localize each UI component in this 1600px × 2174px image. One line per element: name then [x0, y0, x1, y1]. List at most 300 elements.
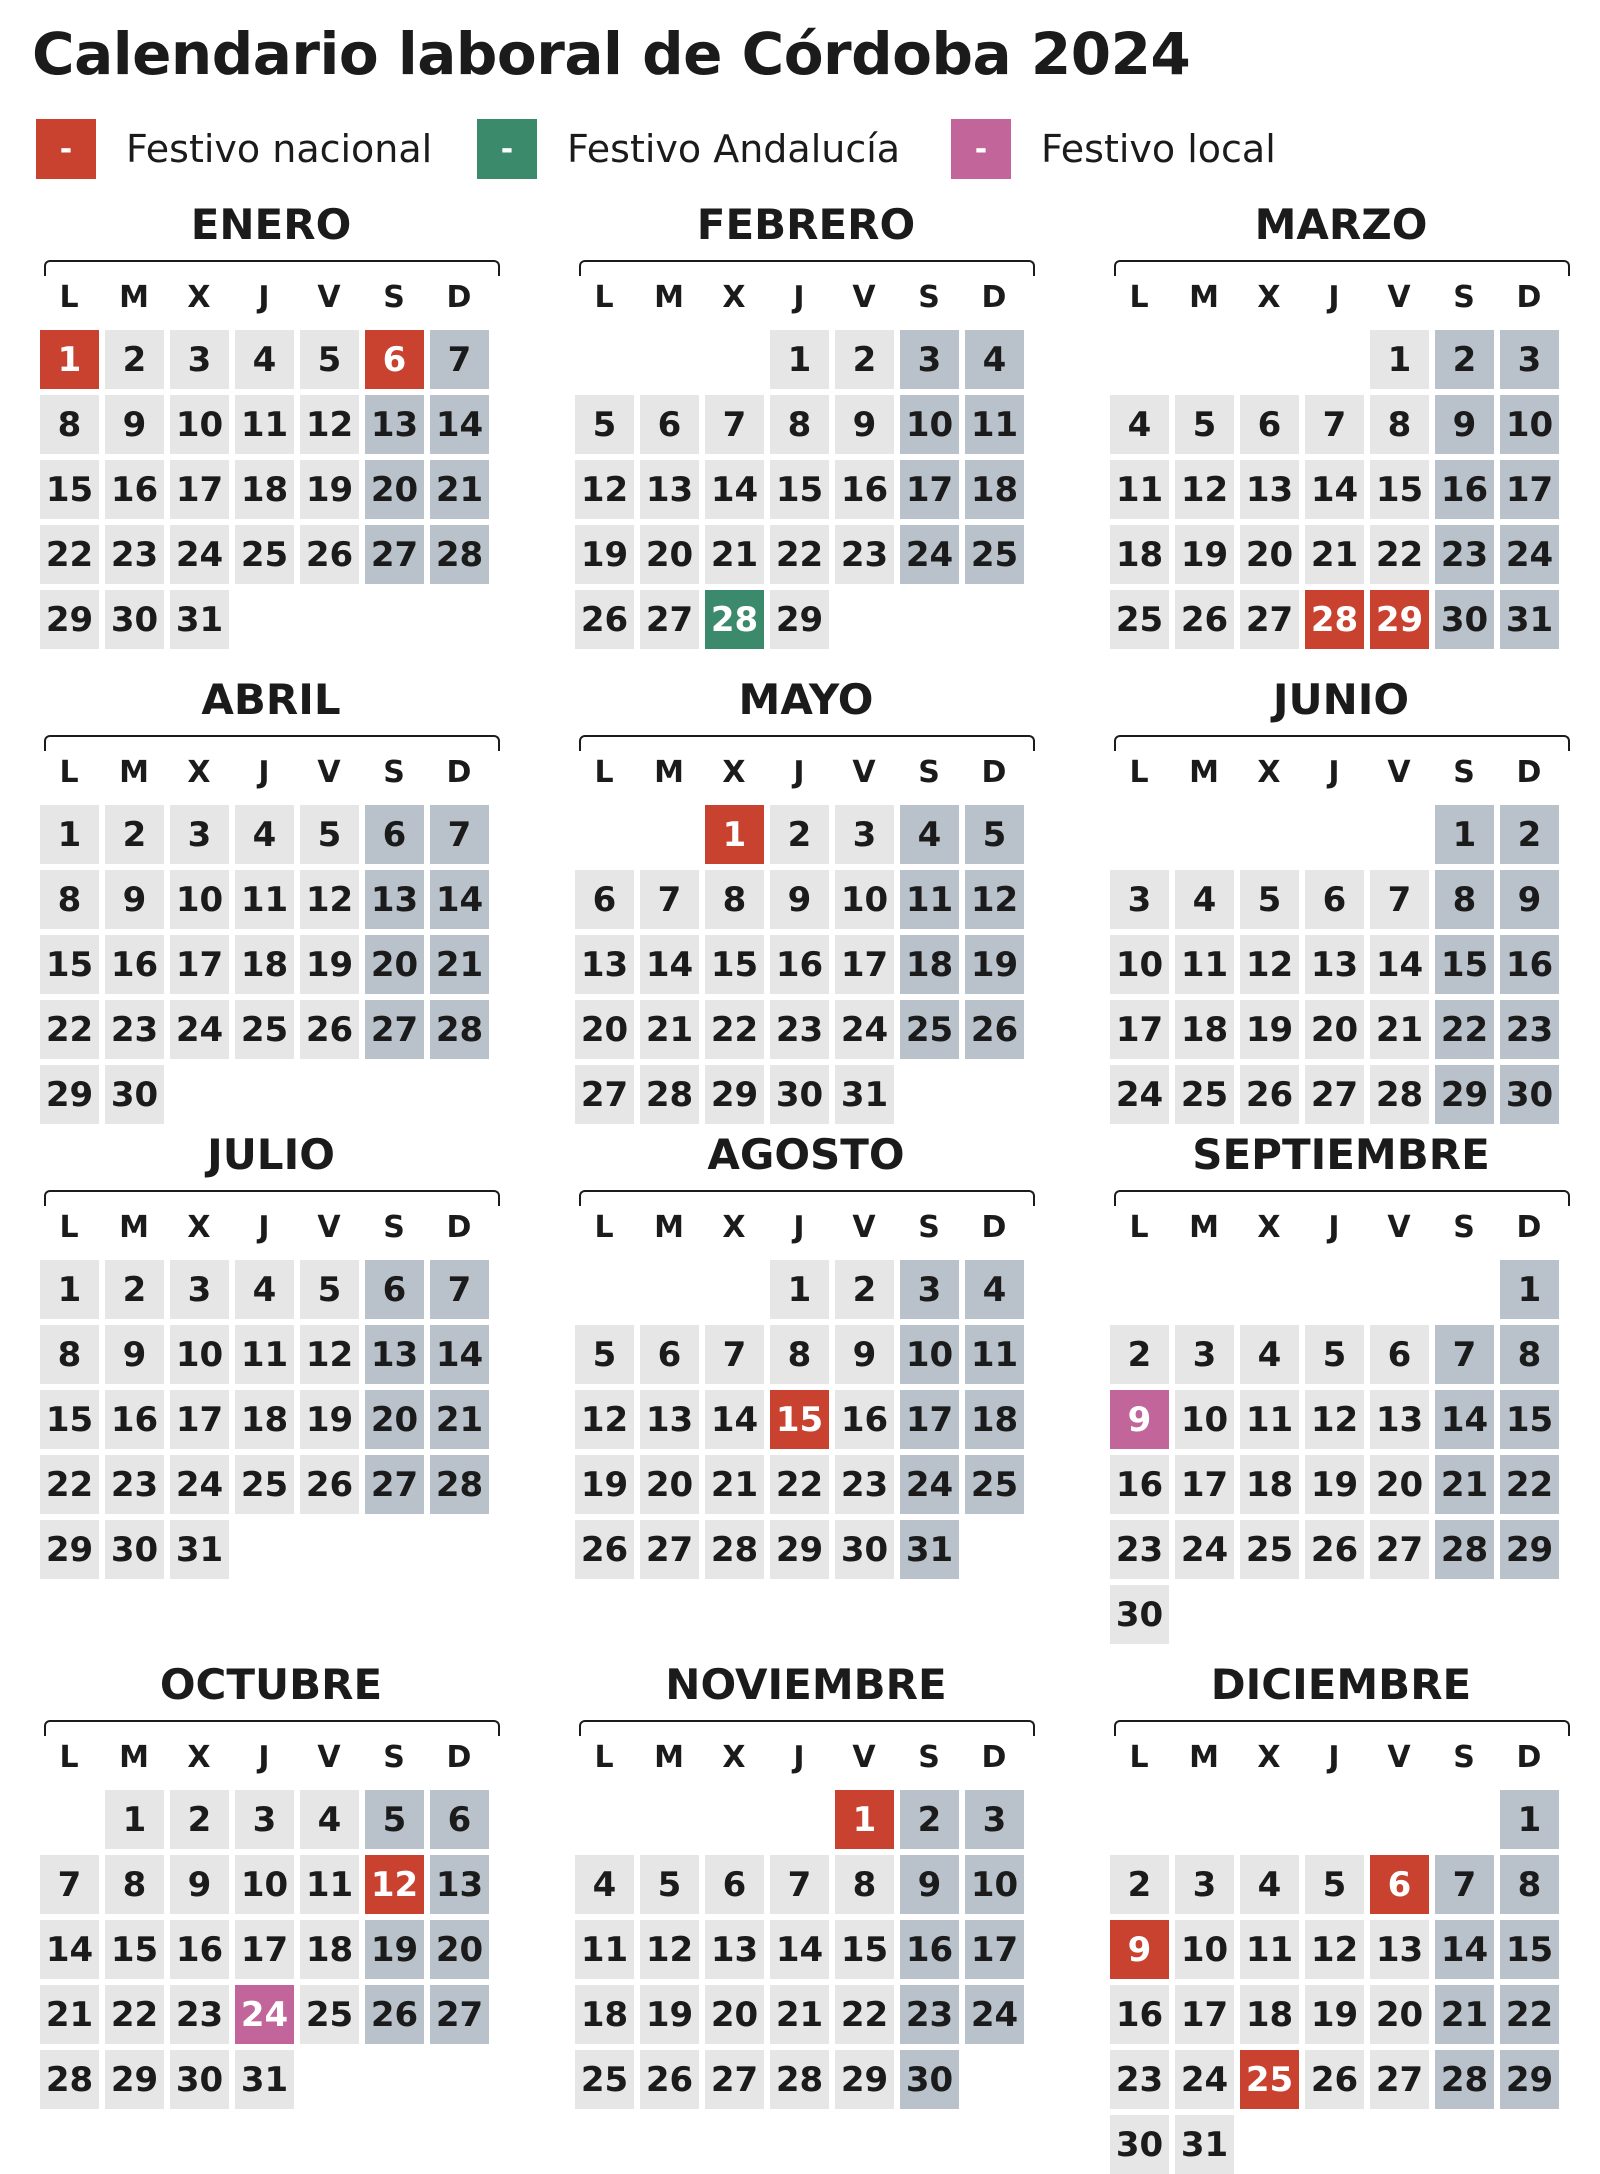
month-divider	[44, 260, 500, 276]
day-cell: 22	[1500, 1985, 1559, 2044]
weekday-header: S	[918, 280, 940, 315]
day-cell: 8	[1500, 1855, 1559, 1914]
day-cell: 17	[900, 1390, 959, 1449]
day-cell: 6	[365, 1260, 424, 1319]
day-cell: 10	[1110, 935, 1169, 994]
day-cell: 15	[1500, 1920, 1559, 1979]
month-divider	[1114, 735, 1570, 751]
day-cell: 29	[40, 1520, 99, 1579]
month-name: MARZO	[1254, 200, 1428, 249]
weekday-header: D	[446, 1210, 472, 1245]
day-cell: 4	[900, 805, 959, 864]
month-divider	[1114, 1190, 1570, 1206]
day-cell: 30	[900, 2050, 959, 2109]
day-cell: 14	[705, 1390, 764, 1449]
month-divider	[44, 1720, 500, 1736]
day-cell: 19	[640, 1985, 699, 2044]
day-cell: 9	[170, 1855, 229, 1914]
day-cell: 4	[235, 330, 294, 389]
day-cell: 27	[640, 1520, 699, 1579]
weekday-header: M	[1189, 1210, 1219, 1245]
day-cell: 23	[1110, 1520, 1169, 1579]
weekday-header: M	[119, 755, 149, 790]
day-cell: 26	[1305, 1520, 1364, 1579]
day-cell: 1	[1370, 330, 1429, 389]
day-cell: 12	[575, 460, 634, 519]
day-cell: 3	[170, 330, 229, 389]
day-cell: 19	[1240, 1000, 1299, 1059]
day-cell: 7	[640, 870, 699, 929]
day-cell: 13	[705, 1920, 764, 1979]
weekday-header: V	[852, 1210, 876, 1245]
weekday-header: L	[594, 1210, 614, 1245]
weekday-header: L	[59, 1210, 79, 1245]
day-cell: 27	[365, 1455, 424, 1514]
day-cell: 8	[1435, 870, 1494, 929]
day-cell: 28	[430, 1000, 489, 1059]
day-cell: 13	[365, 395, 424, 454]
day-cell: 6	[1240, 395, 1299, 454]
day-cell: 5	[365, 1790, 424, 1849]
day-cell: 13	[430, 1855, 489, 1914]
day-cell: 19	[575, 525, 634, 584]
day-cell: 10	[1500, 395, 1559, 454]
day-cell: 2	[835, 330, 894, 389]
day-cell: 24	[965, 1985, 1024, 2044]
month-noviembre	[575, 1660, 1037, 2120]
weekday-header: J	[793, 755, 805, 790]
weekday-header: X	[722, 1740, 746, 1775]
day-cell: 20	[1305, 1000, 1364, 1059]
weekday-header: X	[187, 755, 211, 790]
day-cell: 26	[575, 590, 634, 649]
day-cell: 11	[235, 870, 294, 929]
weekday-header: J	[1328, 755, 1340, 790]
day-cell: 8	[770, 1325, 829, 1384]
day-cell: 14	[1370, 935, 1429, 994]
day-cell: 3	[1500, 330, 1559, 389]
day-cell: 1	[770, 330, 829, 389]
page-title: Calendario laboral de Córdoba 2024	[32, 20, 1191, 88]
weekday-header: L	[594, 755, 614, 790]
day-cell: 19	[365, 1920, 424, 1979]
month-divider	[1114, 260, 1570, 276]
day-cell: 17	[900, 460, 959, 519]
day-cell: 3	[835, 805, 894, 864]
day-cell: 10	[170, 395, 229, 454]
day-cell: 1	[40, 330, 99, 389]
day-cell: 4	[235, 805, 294, 864]
day-cell: 16	[835, 460, 894, 519]
day-cell: 30	[170, 2050, 229, 2109]
day-cell: 16	[1110, 1985, 1169, 2044]
weekday-header: M	[654, 1210, 684, 1245]
weekday-header: M	[654, 1740, 684, 1775]
day-cell: 16	[105, 935, 164, 994]
day-cell: 5	[1240, 870, 1299, 929]
day-cell: 6	[365, 330, 424, 389]
day-cell: 6	[640, 395, 699, 454]
day-cell: 27	[1305, 1065, 1364, 1124]
day-cell: 29	[1435, 1065, 1494, 1124]
day-cell: 30	[1435, 590, 1494, 649]
weekday-header: J	[258, 755, 270, 790]
day-cell: 19	[1305, 1455, 1364, 1514]
day-cell: 3	[900, 1260, 959, 1319]
day-cell: 25	[235, 1000, 294, 1059]
day-cell: 3	[1175, 1855, 1234, 1914]
day-cell: 30	[835, 1520, 894, 1579]
day-cell: 2	[1110, 1325, 1169, 1384]
day-cell: 31	[235, 2050, 294, 2109]
day-cell: 12	[300, 1325, 359, 1384]
day-cell: 1	[1500, 1790, 1559, 1849]
day-cell: 14	[640, 935, 699, 994]
month-name: SEPTIEMBRE	[1192, 1130, 1490, 1179]
day-cell: 28	[770, 2050, 829, 2109]
day-cell: 13	[1305, 935, 1364, 994]
day-cell: 29	[1500, 1520, 1559, 1579]
day-cell: 11	[235, 1325, 294, 1384]
day-cell: 20	[575, 1000, 634, 1059]
day-cell: 26	[300, 1455, 359, 1514]
day-cell: 18	[235, 1390, 294, 1449]
day-cell: 22	[770, 525, 829, 584]
day-cell: 27	[1370, 2050, 1429, 2109]
weekday-header: S	[918, 1740, 940, 1775]
weekday-header: X	[187, 1740, 211, 1775]
day-cell: 9	[835, 1325, 894, 1384]
day-cell: 13	[365, 870, 424, 929]
weekday-header: V	[317, 280, 341, 315]
day-cell: 15	[705, 935, 764, 994]
weekday-header: X	[1257, 1210, 1281, 1245]
day-cell: 29	[835, 2050, 894, 2109]
day-cell: 6	[1305, 870, 1364, 929]
day-cell: 17	[1500, 460, 1559, 519]
day-cell: 15	[1370, 460, 1429, 519]
day-cell: 2	[1500, 805, 1559, 864]
weekday-header: X	[722, 1210, 746, 1245]
day-cell: 13	[1370, 1390, 1429, 1449]
day-cell: 7	[40, 1855, 99, 1914]
day-cell: 2	[105, 1260, 164, 1319]
day-cell: 11	[1110, 460, 1169, 519]
day-cell: 5	[575, 395, 634, 454]
weekday-header: S	[383, 1210, 405, 1245]
day-cell: 29	[1500, 2050, 1559, 2109]
day-cell: 30	[1500, 1065, 1559, 1124]
day-cell: 16	[1110, 1455, 1169, 1514]
day-cell: 24	[900, 525, 959, 584]
day-cell: 16	[900, 1920, 959, 1979]
day-cell: 23	[1500, 1000, 1559, 1059]
month-marzo	[1110, 200, 1572, 660]
day-cell: 9	[770, 870, 829, 929]
day-cell: 12	[1305, 1920, 1364, 1979]
month-junio	[1110, 675, 1572, 1135]
day-cell: 24	[235, 1985, 294, 2044]
day-cell: 24	[835, 1000, 894, 1059]
day-cell: 9	[835, 395, 894, 454]
day-cell: 8	[40, 1325, 99, 1384]
day-cell: 7	[705, 395, 764, 454]
day-cell: 14	[1305, 460, 1364, 519]
weekday-header: M	[119, 1210, 149, 1245]
weekday-header: D	[446, 755, 472, 790]
day-cell: 20	[705, 1985, 764, 2044]
weekday-header: D	[1516, 280, 1542, 315]
day-cell: 28	[430, 1455, 489, 1514]
day-cell: 2	[1435, 330, 1494, 389]
weekday-header: J	[258, 1210, 270, 1245]
day-cell: 8	[105, 1855, 164, 1914]
weekday-header: M	[654, 280, 684, 315]
day-cell: 10	[170, 1325, 229, 1384]
day-cell: 19	[300, 460, 359, 519]
weekday-header: V	[852, 280, 876, 315]
day-cell: 17	[235, 1920, 294, 1979]
weekday-header: J	[793, 1210, 805, 1245]
day-cell: 24	[900, 1455, 959, 1514]
day-cell: 12	[1175, 460, 1234, 519]
day-cell: 6	[430, 1790, 489, 1849]
day-cell: 30	[1110, 1585, 1169, 1644]
month-name: OCTUBRE	[159, 1660, 383, 1709]
day-cell: 24	[1500, 525, 1559, 584]
day-cell: 18	[965, 460, 1024, 519]
month-name: JUNIO	[1272, 675, 1410, 724]
day-cell: 22	[1370, 525, 1429, 584]
day-cell: 16	[105, 1390, 164, 1449]
day-cell: 3	[900, 330, 959, 389]
day-cell: 9	[1110, 1390, 1169, 1449]
day-cell: 15	[770, 460, 829, 519]
weekday-header: X	[1257, 1740, 1281, 1775]
legend-item-andalucia	[477, 118, 900, 180]
month-divider	[579, 1190, 1035, 1206]
weekday-header: S	[1453, 1210, 1475, 1245]
day-cell: 28	[1435, 1520, 1494, 1579]
day-cell: 16	[1500, 935, 1559, 994]
legend-swatch-andalucia: -	[477, 119, 537, 179]
day-cell: 16	[1435, 460, 1494, 519]
weekday-header: L	[594, 1740, 614, 1775]
day-cell: 4	[1110, 395, 1169, 454]
day-cell: 25	[965, 1455, 1024, 1514]
day-cell: 22	[40, 1000, 99, 1059]
weekday-header: D	[981, 755, 1007, 790]
weekday-header: M	[1189, 1740, 1219, 1775]
day-cell: 21	[705, 1455, 764, 1514]
weekday-header: M	[119, 1740, 149, 1775]
day-cell: 3	[235, 1790, 294, 1849]
day-cell: 10	[900, 1325, 959, 1384]
weekday-header: L	[1129, 1740, 1149, 1775]
day-cell: 18	[1110, 525, 1169, 584]
day-cell: 4	[965, 330, 1024, 389]
day-cell: 18	[965, 1390, 1024, 1449]
weekday-header: V	[317, 1210, 341, 1245]
day-cell: 6	[640, 1325, 699, 1384]
day-cell: 4	[575, 1855, 634, 1914]
weekday-header: L	[59, 280, 79, 315]
day-cell: 18	[1175, 1000, 1234, 1059]
day-cell: 1	[770, 1260, 829, 1319]
day-cell: 24	[170, 525, 229, 584]
day-cell: 4	[1240, 1325, 1299, 1384]
weekday-header: L	[59, 1740, 79, 1775]
day-cell: 28	[430, 525, 489, 584]
day-cell: 24	[1175, 2050, 1234, 2109]
day-cell: 21	[1435, 1455, 1494, 1514]
legend-swatch-local: -	[951, 119, 1011, 179]
day-cell: 20	[430, 1920, 489, 1979]
month-name: JULIO	[207, 1130, 335, 1179]
weekday-header: V	[1387, 1740, 1411, 1775]
day-cell: 23	[105, 1455, 164, 1514]
day-cell: 7	[1435, 1855, 1494, 1914]
month-divider	[44, 735, 500, 751]
day-cell: 25	[1240, 2050, 1299, 2109]
weekday-header: J	[1328, 1740, 1340, 1775]
day-cell: 26	[965, 1000, 1024, 1059]
weekday-header: X	[1257, 280, 1281, 315]
day-cell: 21	[40, 1985, 99, 2044]
weekday-header: L	[1129, 280, 1149, 315]
day-cell: 29	[40, 590, 99, 649]
weekday-header: D	[981, 1740, 1007, 1775]
month-name: ENERO	[190, 200, 352, 249]
weekday-header: V	[317, 1740, 341, 1775]
month-febrero	[575, 200, 1037, 660]
day-cell: 1	[1435, 805, 1494, 864]
month-name: MAYO	[738, 675, 874, 724]
day-cell: 3	[170, 1260, 229, 1319]
day-cell: 15	[1435, 935, 1494, 994]
day-cell: 10	[900, 395, 959, 454]
day-cell: 5	[300, 805, 359, 864]
day-cell: 7	[1305, 395, 1364, 454]
day-cell: 19	[300, 935, 359, 994]
day-cell: 1	[835, 1790, 894, 1849]
day-cell: 4	[300, 1790, 359, 1849]
day-cell: 21	[640, 1000, 699, 1059]
day-cell: 11	[575, 1920, 634, 1979]
day-cell: 27	[640, 590, 699, 649]
day-cell: 14	[1435, 1390, 1494, 1449]
month-divider	[1114, 1720, 1570, 1736]
day-cell: 18	[1240, 1985, 1299, 2044]
day-cell: 28	[1305, 590, 1364, 649]
weekday-header: D	[981, 280, 1007, 315]
day-cell: 31	[900, 1520, 959, 1579]
day-cell: 30	[1110, 2115, 1169, 2174]
day-cell: 10	[235, 1855, 294, 1914]
day-cell: 25	[235, 1455, 294, 1514]
day-cell: 5	[575, 1325, 634, 1384]
weekday-header: X	[187, 1210, 211, 1245]
day-cell: 20	[365, 1390, 424, 1449]
day-cell: 4	[1175, 870, 1234, 929]
month-diciembre	[1110, 1660, 1572, 2165]
day-cell: 2	[770, 805, 829, 864]
day-cell: 24	[1110, 1065, 1169, 1124]
day-cell: 28	[1435, 2050, 1494, 2109]
month-divider	[579, 1720, 1035, 1736]
day-cell: 25	[965, 525, 1024, 584]
day-cell: 11	[1240, 1390, 1299, 1449]
day-cell: 26	[575, 1520, 634, 1579]
day-cell: 15	[40, 460, 99, 519]
day-cell: 23	[170, 1985, 229, 2044]
month-divider	[579, 260, 1035, 276]
day-cell: 25	[1110, 590, 1169, 649]
day-cell: 11	[300, 1855, 359, 1914]
day-cell: 8	[40, 395, 99, 454]
weekday-header: S	[383, 755, 405, 790]
weekday-header: X	[1257, 755, 1281, 790]
day-cell: 28	[640, 1065, 699, 1124]
day-cell: 22	[1435, 1000, 1494, 1059]
day-cell: 23	[835, 525, 894, 584]
day-cell: 8	[835, 1855, 894, 1914]
day-cell: 16	[835, 1390, 894, 1449]
day-cell: 31	[835, 1065, 894, 1124]
day-cell: 29	[770, 590, 829, 649]
day-cell: 2	[1110, 1855, 1169, 1914]
weekday-header: M	[1189, 280, 1219, 315]
day-cell: 2	[900, 1790, 959, 1849]
day-cell: 23	[770, 1000, 829, 1059]
day-cell: 13	[575, 935, 634, 994]
day-cell: 30	[105, 1065, 164, 1124]
day-cell: 21	[705, 525, 764, 584]
day-cell: 5	[300, 1260, 359, 1319]
day-cell: 21	[430, 460, 489, 519]
day-cell: 28	[705, 1520, 764, 1579]
day-cell: 15	[40, 1390, 99, 1449]
day-cell: 27	[705, 2050, 764, 2109]
day-cell: 23	[1435, 525, 1494, 584]
month-septiembre	[1110, 1130, 1572, 1635]
day-cell: 8	[770, 395, 829, 454]
day-cell: 6	[705, 1855, 764, 1914]
day-cell: 25	[1240, 1520, 1299, 1579]
day-cell: 31	[1500, 590, 1559, 649]
day-cell: 23	[1110, 2050, 1169, 2109]
day-cell: 19	[965, 935, 1024, 994]
day-cell: 17	[170, 1390, 229, 1449]
day-cell: 12	[1240, 935, 1299, 994]
day-cell: 14	[430, 1325, 489, 1384]
day-cell: 14	[705, 460, 764, 519]
day-cell: 26	[1305, 2050, 1364, 2109]
day-cell: 21	[1370, 1000, 1429, 1059]
day-cell: 20	[365, 935, 424, 994]
month-mayo	[575, 675, 1037, 1135]
day-cell: 14	[1435, 1920, 1494, 1979]
day-cell: 25	[900, 1000, 959, 1059]
day-cell: 26	[365, 1985, 424, 2044]
day-cell: 12	[300, 395, 359, 454]
day-cell: 4	[235, 1260, 294, 1319]
day-cell: 2	[105, 330, 164, 389]
weekday-header: S	[383, 280, 405, 315]
day-cell: 13	[1240, 460, 1299, 519]
day-cell: 11	[1175, 935, 1234, 994]
day-cell: 5	[1305, 1855, 1364, 1914]
